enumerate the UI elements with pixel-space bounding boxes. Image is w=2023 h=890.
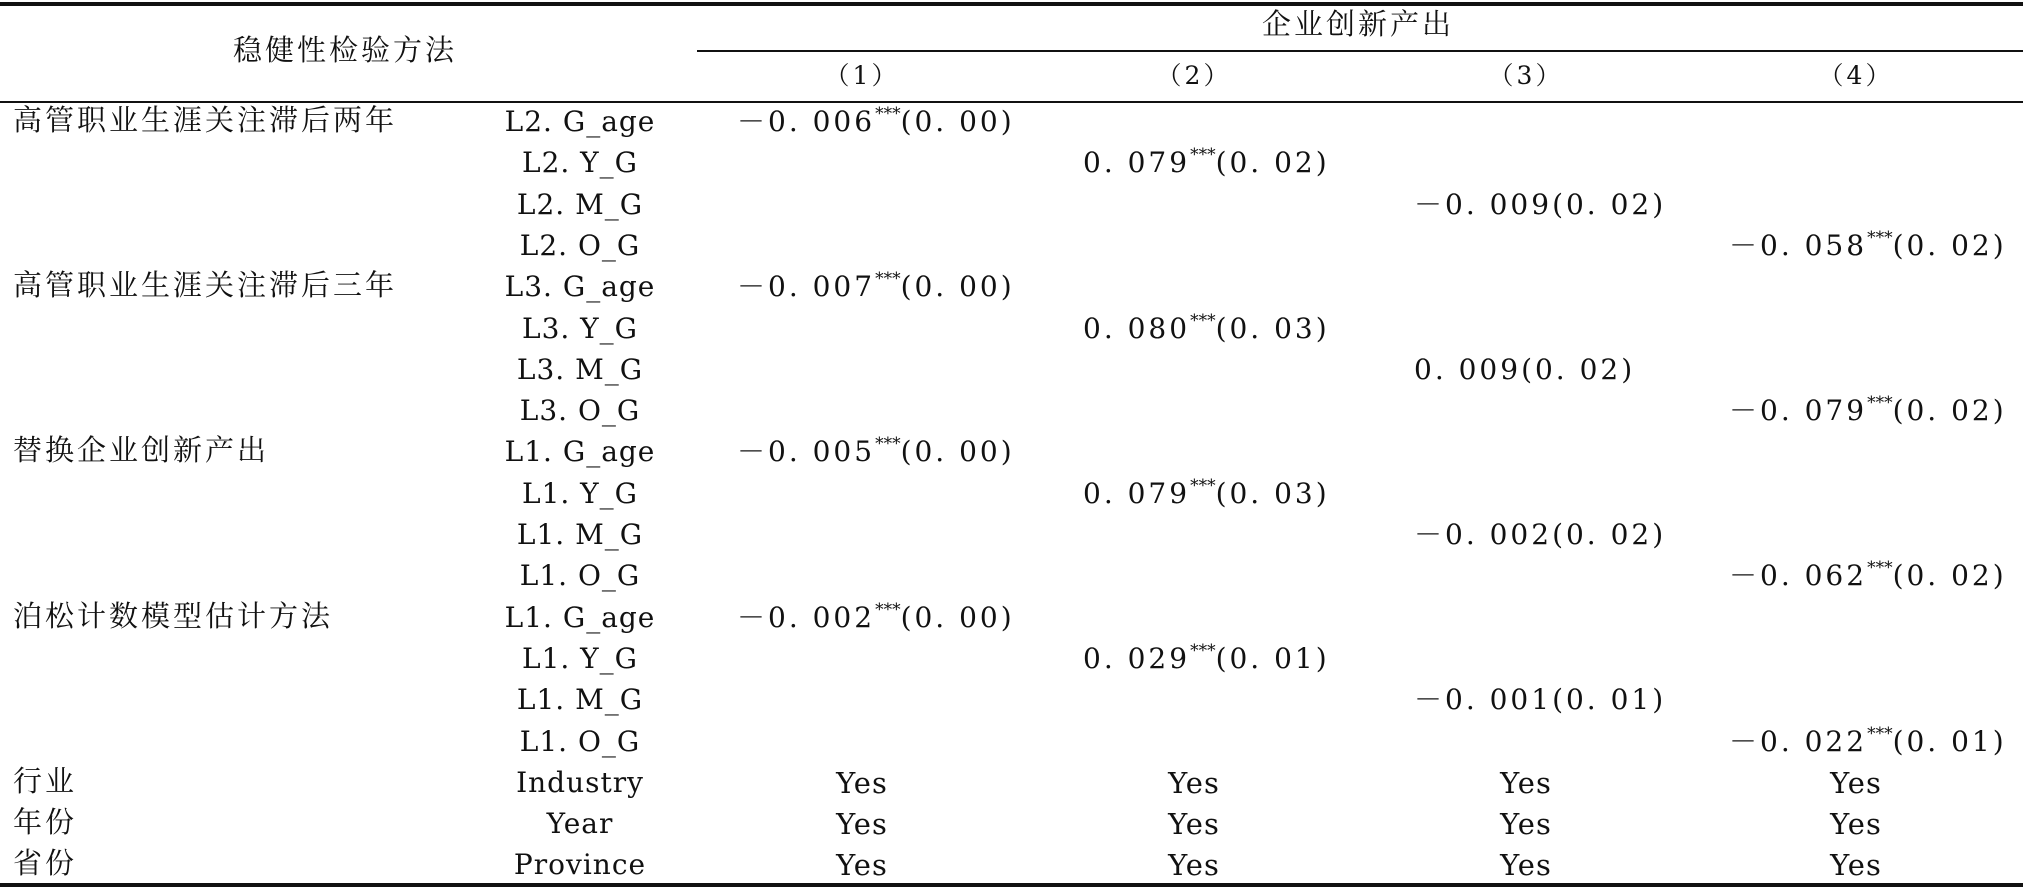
variable-name: L1. M_G: [516, 683, 644, 717]
standard-error: (0. 03): [1215, 311, 1330, 345]
control-indicator: Yes: [836, 765, 888, 800]
coefficient-value: －0. 058: [1729, 228, 1868, 262]
variable-name: L2. O_G: [519, 228, 641, 262]
coefficient-value: 0. 029: [1083, 641, 1191, 675]
standard-error: (0. 01): [1892, 724, 2007, 758]
coefficient-cell: [737, 104, 1015, 138]
significance-stars: ***: [1867, 227, 1893, 248]
control-indicator: Yes: [1168, 765, 1220, 800]
control-indicator: Yes: [1168, 807, 1220, 842]
standard-error: (0. 00): [900, 105, 1015, 138]
coefficient-cell: [737, 599, 1015, 634]
control-indicator: Yes: [1830, 807, 1882, 842]
coefficient-value: －0. 079: [1729, 394, 1868, 428]
standard-error: (0. 02): [1892, 559, 2007, 593]
control-indicator: Yes: [1500, 848, 1552, 883]
significance-stars: ***: [1867, 723, 1893, 744]
variable-name: L3. M_G: [516, 352, 644, 386]
standard-error: (0. 02): [1552, 518, 1667, 551]
coefficient-cell: [1414, 683, 1667, 717]
control-indicator: Yes: [1500, 765, 1552, 800]
standard-error: (0. 03): [1215, 476, 1330, 510]
control-indicator: Yes: [1168, 848, 1220, 883]
coefficient-value: －0. 022: [1729, 724, 1868, 758]
top-rule: [0, 2, 2023, 6]
control-indicator: Yes: [836, 807, 888, 842]
coefficient-cell: [1414, 187, 1667, 221]
column-header-3: （3）: [1488, 61, 1564, 90]
group-header: 企业创新产出: [1262, 7, 1455, 41]
coefficient-value: 0. 079: [1083, 476, 1191, 510]
control-indicator: Yes: [836, 848, 888, 883]
standard-error: (0. 02): [1215, 146, 1330, 180]
standard-error: (0. 00): [900, 600, 1015, 634]
variable-name: L2. Y_G: [521, 146, 639, 180]
section-label: 泊松计数模型估计方法: [13, 598, 334, 633]
coefficient-value: －0. 001: [1414, 683, 1553, 717]
coefficient-cell: [1083, 145, 1330, 180]
variable-name: L1. G_age: [504, 600, 656, 634]
significance-stars: ***: [875, 269, 901, 290]
coefficient-value: －0. 062: [1729, 559, 1868, 593]
variable-name: L1. M_G: [516, 518, 644, 551]
control-label: 年份: [13, 805, 78, 840]
significance-stars: ***: [1190, 145, 1216, 166]
variable-name: L3. G_age: [504, 270, 656, 304]
control-indicator: Yes: [1830, 848, 1882, 883]
coefficient-cell: [1729, 558, 2007, 593]
variable-name: L1. O_G: [519, 724, 641, 758]
control-label: 省份: [13, 846, 78, 881]
control-indicator: Yes: [1830, 765, 1882, 800]
method-header: 稳健性检验方法: [233, 33, 458, 67]
coefficient-cell: [1414, 518, 1667, 551]
significance-stars: ***: [875, 599, 901, 620]
variable-name: L3. O_G: [519, 394, 641, 428]
standard-error: (0. 02): [1892, 228, 2007, 262]
variable-name: L3. Y_G: [521, 311, 639, 345]
significance-stars: ***: [1190, 475, 1216, 496]
coefficient-cell: [1083, 640, 1330, 675]
variable-name: L1. G_age: [504, 435, 656, 469]
significance-stars: ***: [1867, 393, 1893, 414]
section-label: 高管职业生涯关注滞后三年: [13, 268, 398, 303]
coefficient-value: 0. 009: [1414, 352, 1522, 386]
significance-stars: ***: [875, 434, 901, 455]
standard-error: (0. 01): [1215, 641, 1330, 675]
control-variable: Province: [513, 848, 647, 882]
variable-name: L2. G_age: [504, 105, 656, 138]
coefficient-value: －0. 002: [1414, 518, 1553, 551]
coefficient-cell: [737, 269, 1015, 304]
section-label: 替换企业创新产出: [13, 433, 270, 468]
column-header-2: （2）: [1156, 61, 1232, 90]
control-indicator: Yes: [1500, 807, 1552, 842]
coefficient-cell: [737, 434, 1015, 469]
standard-error: (0. 00): [900, 435, 1015, 469]
standard-error: (0. 02): [1552, 187, 1667, 221]
coefficient-cell: [1729, 723, 2007, 758]
coefficient-value: －0. 002: [737, 600, 876, 634]
variable-name: L1. Y_G: [521, 476, 639, 510]
coefficient-cell: [1414, 352, 1636, 386]
control-label: 行业: [13, 763, 78, 798]
column-header-4: （4）: [1818, 61, 1894, 90]
significance-stars: ***: [1190, 640, 1216, 661]
column-header-1: （1）: [824, 61, 900, 90]
coefficient-cell: [1083, 475, 1330, 510]
coefficient-value: －0. 007: [737, 270, 876, 304]
section-label: 高管职业生涯关注滞后两年: [13, 103, 398, 137]
coefficient-value: －0. 005: [737, 435, 876, 469]
coefficient-cell: [1729, 227, 2007, 262]
bottom-rule: [0, 883, 2023, 887]
coefficient-value: 0. 079: [1083, 146, 1191, 180]
standard-error: (0. 02): [1521, 352, 1636, 386]
control-variable: Year: [546, 807, 614, 841]
coefficient-value: 0. 080: [1083, 311, 1191, 345]
coefficient-cell: [1083, 310, 1330, 345]
coefficient-value: －0. 006: [737, 105, 876, 138]
standard-error: (0. 01): [1552, 683, 1667, 717]
group-underline: [697, 50, 2023, 52]
standard-error: (0. 02): [1892, 394, 2007, 428]
standard-error: (0. 00): [900, 270, 1015, 304]
coefficient-value: －0. 009: [1414, 187, 1553, 221]
significance-stars: ***: [875, 104, 901, 124]
variable-name: L2. M_G: [516, 187, 644, 221]
significance-stars: ***: [1190, 310, 1216, 331]
coefficient-cell: [1729, 393, 2007, 428]
variable-name: L1. Y_G: [521, 641, 639, 675]
control-variable: Industry: [516, 765, 644, 799]
variable-name: L1. O_G: [519, 559, 641, 593]
significance-stars: ***: [1867, 558, 1893, 579]
